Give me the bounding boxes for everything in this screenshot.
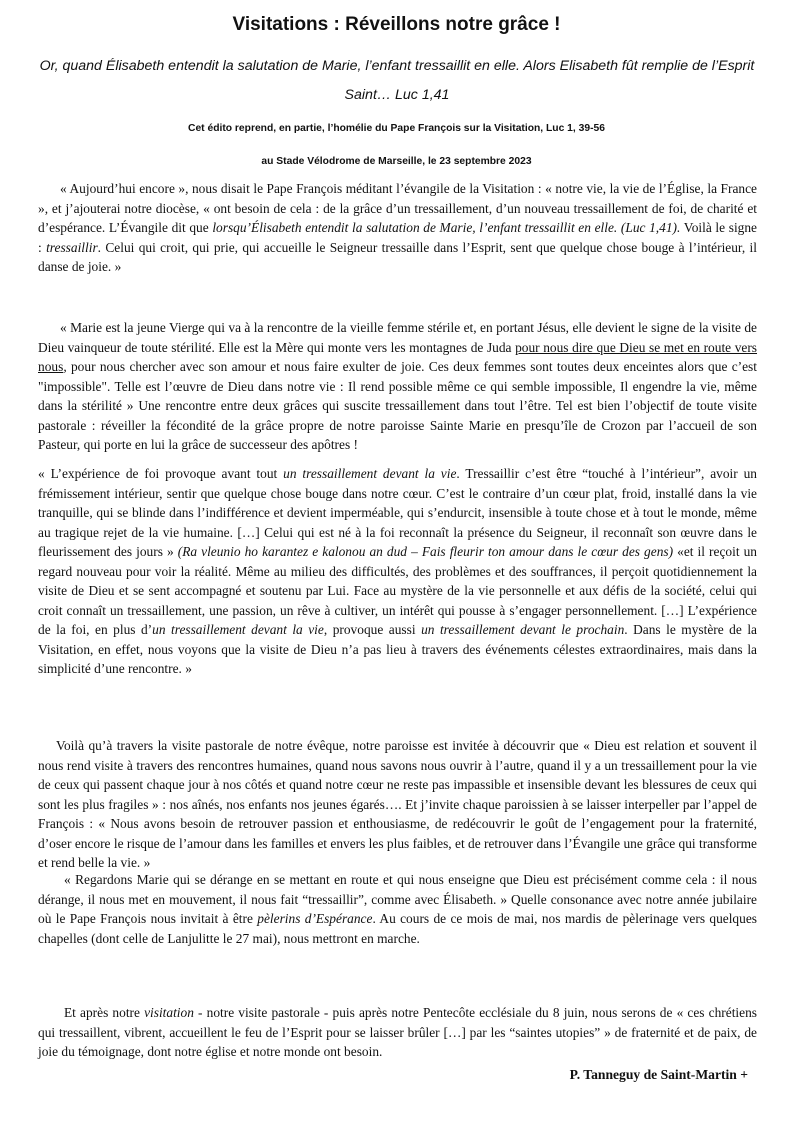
epigraph-quote: Or, quand Élisabeth entendit la salutation de Marie, l’enfant tressaillit en elle. Alors Elisabeth fût remplie de l’Esprit Saint… Luc 1,41	[39, 58, 755, 103]
page-title: Visitations : Réveillons notre grâce !	[232, 14, 561, 35]
signature: P. Tanneguy de Saint-Martin +	[569, 1067, 748, 1082]
paragraph-2: « Marie est la jeune Vierge qui va à la rencontre de la vieille femme stérile et, en portant Jésus, elle devient le signe de la visite de Dieu vainqueur de toute stérilité. Elle est la Mère qui monte vers les montagnes de Juda pour nous dire que Dieu se met en route vers nous, pour nous chercher avec son amour et nous faire exulter de joie. Ces deux femmes sont toutes deux enceintes alors que c’est "impossible". Telle est l’œuvre de Dieu dans notre vie : Il rend possible même ce qui semble impossible, Il engendre la vie, même dans la stérilité » Une rencontre entre deux grâces qui suscite tressaillement dans tout l’être. Tel est bien l’objectif de toute visite pastorale : réveiller la fécondité de la grâce propre de notre paroisse Sainte Marie en presqu’île de Crozon par l’accueil de son Pasteur, qui porte en lui la grâce de successeur des apôtres !	[38, 320, 758, 452]
breton-quote: (Ra vleunio ho karantez e kalonou an dud – Fais fleurir ton amour dans le cœur des gens)	[177, 544, 674, 559]
paragraph-3: « L’expérience de foi provoque avant tout un tressaillement devant la vie. Tressaillir c’est être “touché à l’intérieur”, avoir un frémissement intérieur, sentir que quelque chose bouge dans notre cœur. C’est le contraire d’un cœur plat, froid, installé dans la vie tranquille, qui se blinde dans l’indifférence et devient imperméable, qui s’endurcit, insensible à toute chose et à tout le monde, même au tragique rejet de la vie humaine. […] Celui qui est né à la foi reconnaît la présence du Seigneur, il reconnaît son œuvre dans le fleurissement des jours » (Ra vleunio ho karantez e kalonou an dud – Fais fleurir ton amour dans le cœur des gens) «et il reçoit un regard nouveau pour voir la réalité. Même au milieu des difficultés, des problèmes et des souffrances, il perçoit quotidiennement la visite de Dieu et se sent accompagné et soutenu par Lui. Face au mystère de la vie personnelle et aux défis de la société, celui qui croit connaît un tressaillement, une passion, un rêve à cultiver, un intérêt qui pousse à s’engager personnellement. […] L’expérience de la foi, en plus d’un tressaillement devant la vie, provoque aussi un tressaillement devant le prochain. Dans le mystère de la Visitation, en effet, nous voyons que la visite de Dieu n’a pas lieu à travers des événements célestes extraordinaires, mais dans la simplicité d’une rencontre. »	[38, 466, 758, 676]
paragraph-1: « Aujourd’hui encore », nous disait le Pape François méditant l’évangile de la Visitation : « notre vie, la vie de l’Église, la France », et j’ajouterai notre diocèse, « ont besoin de cela : de la grâce d’un tressaillement, d’un nouveau tressaillement de foi, de charité et d’espérance. L’Évangile dit que lorsqu’Élisabeth entendit la salutation de Marie, l’enfant tressaillit en elle. (Luc 1,41). Voilà le signe : tressaillir. Celui qui croit, qui prie, qui accueille le Seigneur tressaille dans l’Esprit, sent que quelque chose bouge à l’intérieur, il danse de joie. »	[38, 181, 757, 274]
paragraph-6: Et après notre visitation - notre visite pastorale - puis après notre Pentecôte ecclésiale du 8 juin, nous serons de « ces chrétiens qui tressaillent, vibrent, accueillent le feu de l’Esprit pour se laisser brûler […] par les “saintes utopies” » de fraternité et de paix, de joie du témoignage, dont notre église et notre monde ont besoin.	[38, 1005, 757, 1059]
intro-note-line1: Cet édito reprend, en partie, l’homélie du Pape François sur la Visitation, Luc 1, 39-56	[188, 123, 605, 134]
intro-note-line2: au Stade Vélodrome de Marseille, le 23 septembre 2023	[261, 156, 532, 167]
underlined-phrase: pour nous dire que Dieu se met en route vers nous	[38, 339, 758, 374]
paragraph-4: Voilà qu’à travers la visite pastorale de notre évêque, notre paroisse est invitée à découvrir que « Dieu est relation et souvent il nous rend visite à travers des rencontres humaines, quand nous savons nous ouvrir à l’autre, quand il y a un tressaillement pour la vie de ceux qui passent chaque jour à nos côtés et quand notre cœur ne reste pas impassible et insensible devant les blessures de ceux qui sont les plus fragiles » : nos aînés, nos enfants nos jeunes égarés…. Et j’invite chaque paroissien à se laisser interpeller par l’appel de François : « Nous avons besoin de retrouver passion et enthousiasme, de redécouvrir le goût de l’engagement pour la fraternité, d’oser encore le risque de l’amour dans les familles et envers les plus faibles, et de retrouver dans l’Évangile une grâce qui transforme et rend belle la vie. »	[38, 738, 757, 870]
paragraph-5: « Regardons Marie qui se dérange en se mettant en route et qui nous enseigne que Dieu est précisément comme cela : il nous dérange, il nous met en mouvement, il nous fait “tressaillir”, comme avec Élisabeth. » Quelle consonance avec notre année jubilaire où le Pape François nous invitait à être pèlerins d’Espérance. Au cours de ce mois de mai, nos mardis de pèlerinage vers quelques chapelles (dont celle de Lanjulitte le 27 mai), nous mettront en marche.	[38, 872, 757, 946]
